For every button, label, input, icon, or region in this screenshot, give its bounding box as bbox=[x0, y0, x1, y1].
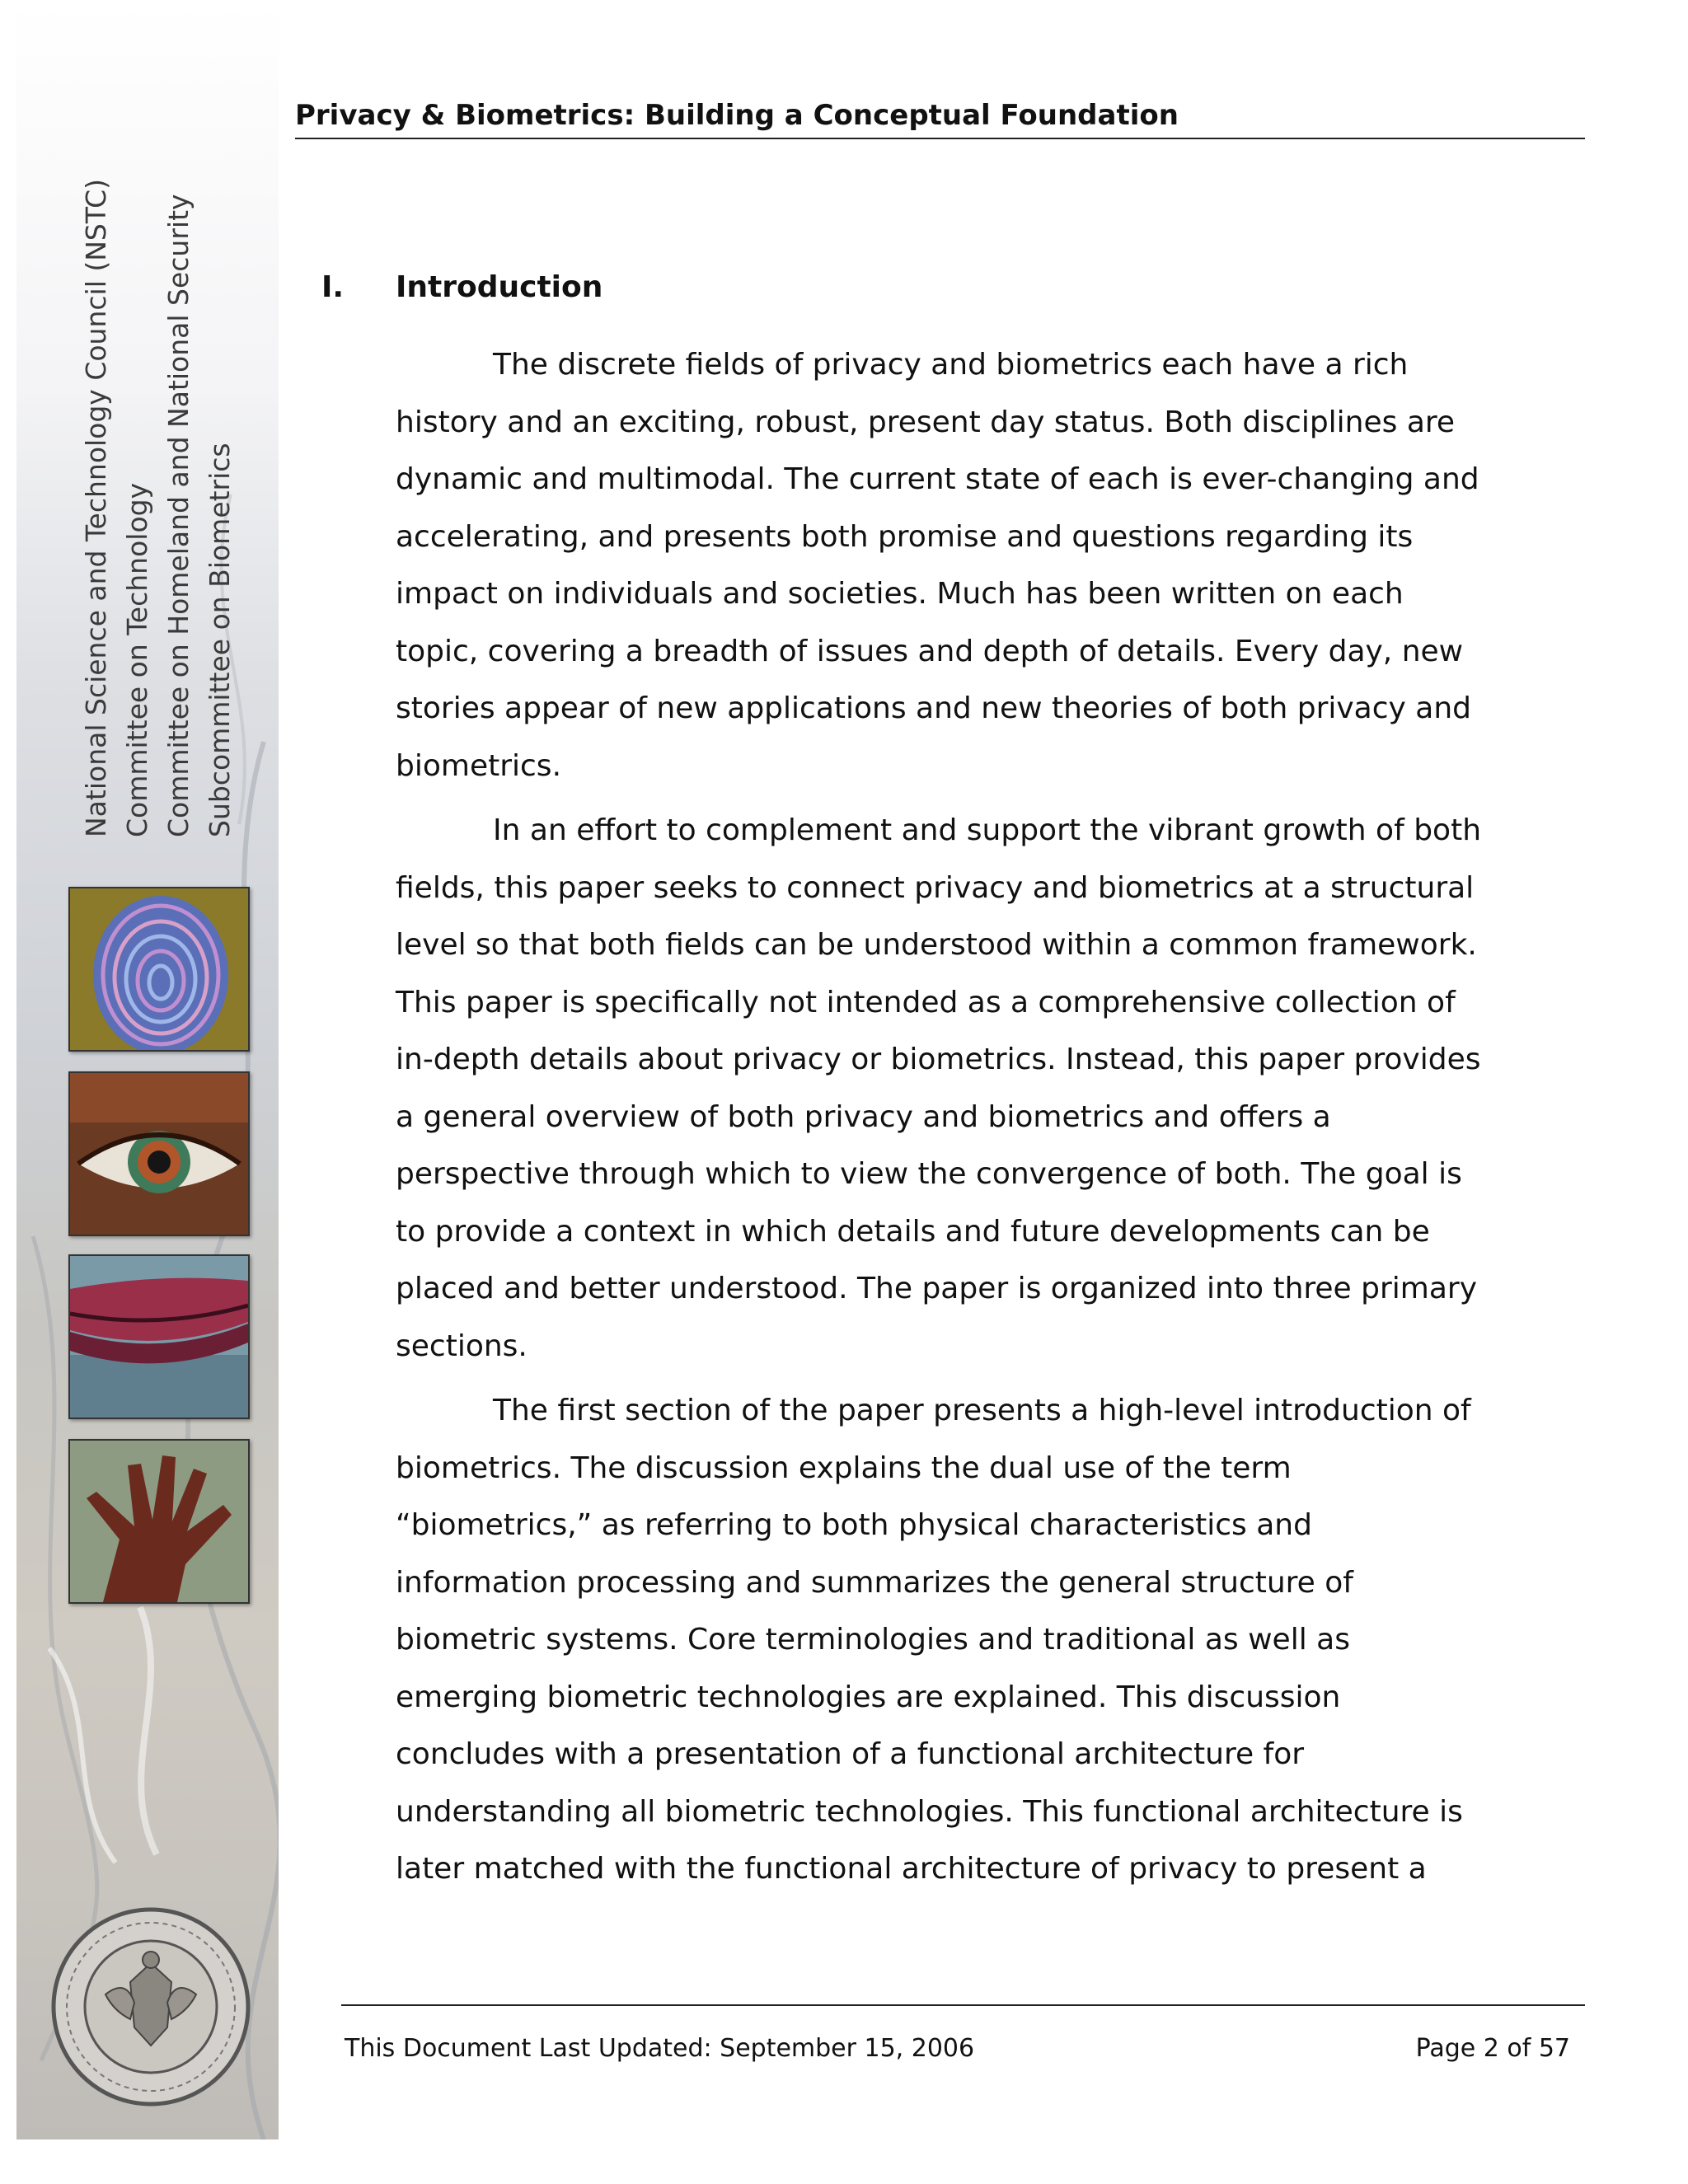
lips-image bbox=[68, 1254, 250, 1419]
executive-office-seal-icon bbox=[48, 1904, 254, 2110]
document-title: Privacy & Biometrics: Building a Conceptual Foundation bbox=[295, 99, 1179, 132]
fingerprint-image bbox=[68, 887, 250, 1052]
eye-image bbox=[68, 1071, 250, 1236]
section-heading bbox=[321, 262, 1492, 313]
sidebar-title-block bbox=[76, 178, 241, 837]
section-number: I. bbox=[321, 270, 345, 304]
sidebar-line-council: National Science and Technology Council (NSTC) bbox=[80, 178, 112, 837]
main-content bbox=[321, 262, 1492, 1905]
last-updated-text: This Document Last Updated: September 15, 2006 bbox=[345, 2034, 975, 2063]
sidebar-line-subcommittee: Subcommittee on Biometrics bbox=[204, 443, 236, 837]
page-header bbox=[295, 93, 1585, 139]
paragraph-3: The first section of the paper presents a high-level introduction of biometrics. The discussion explains the dual use of the term “biometrics,” as referring to both physical characteristics and information processing and summarizes the general structure of biometric systems. Core terminologies and traditional as well as emerging biometric technologies are explained. This discussion concludes with a presentation of a functional architecture for understanding all biometric technologies. This functional architecture is later matched with the functional architecture of privacy to present a bbox=[396, 1394, 1471, 1886]
sidebar-line-committee-homeland: Committee on Homeland and National Security bbox=[162, 194, 195, 837]
sidebar-banner bbox=[16, 0, 279, 2139]
sidebar-line-committee-technology: Committee on Technology bbox=[121, 482, 153, 837]
page-footer bbox=[341, 2004, 1585, 2080]
hand-image bbox=[68, 1439, 250, 1604]
paragraph-2: In an effort to complement and support the vibrant growth of both fields, this paper seeks to connect privacy and biometrics at a structural level so that both fields can be understood within a common framework. This paper is specifically not intended as a comprehensive collection of in-depth details about privacy or biometrics. Instead, this paper provides a general overview of both privacy and biometrics and offers a perspective through which to view the convergence of both. The goal is to provide a context in which details and future developments can be placed and better understood. The paper is organized into three primary sections. bbox=[396, 813, 1482, 1363]
page-number: Page 2 of 57 bbox=[1415, 2034, 1570, 2063]
paragraph-1: The discrete fields of privacy and biometrics each have a rich history and an exciting, robust, present day status. Both disciplines are dynamic and multimodal. The current state of each is ever-changing and accelerating, and presents both promise and questions regarding its impact on individuals and societies. Much has been written on each topic, covering a breadth of issues and depth of details. Every day, new stories appear of new applications and new theories of both privacy and biometrics. bbox=[396, 348, 1479, 783]
section-title: Introduction bbox=[396, 270, 603, 304]
